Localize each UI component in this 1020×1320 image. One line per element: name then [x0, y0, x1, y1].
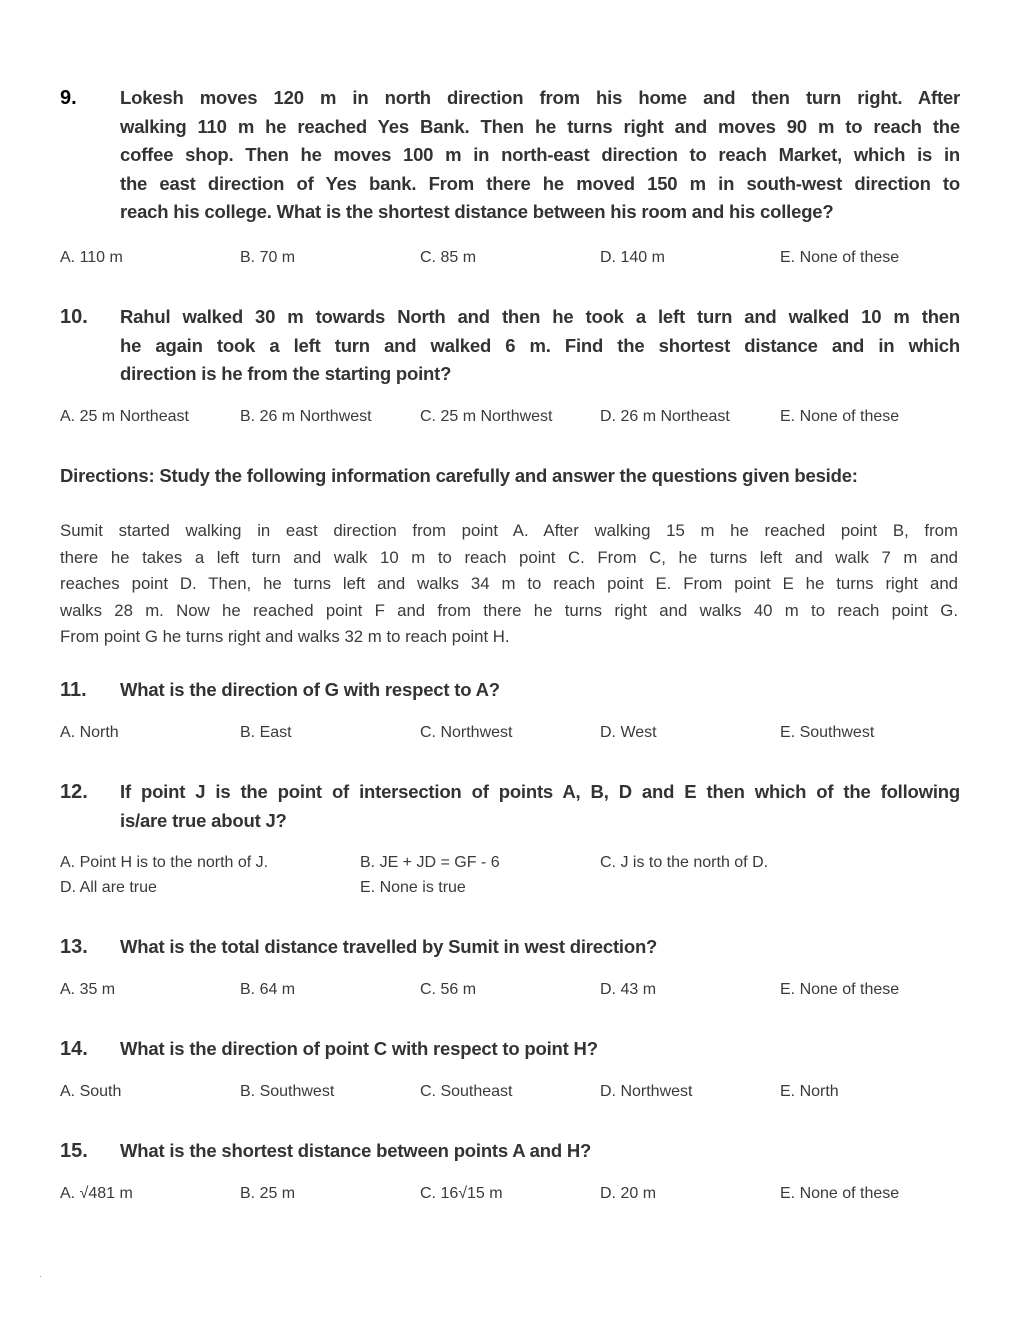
- answer-option-a: A. √481 m: [60, 1185, 133, 1202]
- question-text-line: the east direction of Yes bank. From there he moved 150 m in south-west direction to: [120, 172, 960, 194]
- question-text-line: What is the total distance travelled by Sumit in west direction?: [120, 936, 658, 957]
- answer-option-b: B. 25 m: [240, 1185, 296, 1202]
- answer-option-c: C. J is to the north of D.: [600, 854, 769, 871]
- answer-option-b: B. East: [240, 724, 292, 741]
- question-text-line: Lokesh moves 120 m in north direction from his home and then turn right. After: [120, 87, 960, 108]
- answer-option-e: E. None of these: [780, 249, 900, 266]
- question-text-line: What is the direction of G with respect to A?: [120, 679, 500, 700]
- answer-option-b: B. JE + JD = GF - 6: [360, 854, 500, 871]
- answer-option-b: B. 70 m: [240, 249, 296, 266]
- question-number: 9.: [60, 87, 77, 109]
- answer-option-c: C. 85 m: [420, 249, 477, 266]
- directions-paragraph-line: reaches point D. Then, he turns left and walks 34 m to reach point E. From point E he turns right and: [60, 574, 958, 593]
- question-text-line: What is the direction of point C with respect to point H?: [120, 1038, 598, 1059]
- answer-option-c: C. Northwest: [420, 724, 513, 741]
- answer-option-d: D. Northwest: [600, 1083, 693, 1100]
- answer-option-e: E. None of these: [780, 1185, 900, 1202]
- directions-heading: Directions: Study the following information carefully and answer the questions given beside:: [60, 465, 858, 486]
- answer-option-d: D. 43 m: [600, 981, 657, 998]
- directions-paragraph-line: there he takes a left turn and walk 10 m to reach point C. From C, he turns left and walk 7 m and: [60, 548, 958, 567]
- answer-option-e: E. None of these: [780, 981, 900, 998]
- directions-paragraph-line: From point G he turns right and walks 32 m to reach point H.: [60, 627, 510, 646]
- answer-option-e: E. North: [780, 1083, 839, 1100]
- question-number: 12.: [60, 781, 88, 803]
- directions-paragraph-line: Sumit started walking in east direction from point A. After walking 15 m he reached point B, from: [60, 521, 958, 540]
- answer-option-a: A. North: [60, 724, 119, 741]
- page-mark: [40, 1276, 41, 1277]
- answer-option-d: D. All are true: [60, 879, 157, 896]
- answer-option-d: D. 26 m Northeast: [600, 408, 730, 425]
- answer-option-a: A. 110 m: [60, 249, 123, 266]
- question-text-line: reach his college. What is the shortest distance between his room and his college?: [120, 201, 834, 222]
- question-number: 15.: [60, 1140, 88, 1162]
- answer-option-d: D. West: [600, 724, 657, 741]
- answer-option-c: C. Southeast: [420, 1083, 513, 1100]
- answer-option-c: C. 56 m: [420, 981, 477, 998]
- answer-option-d: D. 140 m: [600, 249, 665, 266]
- answer-option-d: D. 20 m: [600, 1185, 657, 1202]
- answer-option-a: A. 25 m Northeast: [60, 408, 189, 425]
- question-text-line: walking 110 m he reached Yes Bank. Then he turns right and moves 90 m to reach the: [120, 115, 960, 137]
- question-text-line: What is the shortest distance between points A and H?: [120, 1140, 592, 1161]
- answer-option-a: A. South: [60, 1083, 122, 1100]
- question-text-line: is/are true about J?: [120, 809, 287, 831]
- answer-option-e: E. None is true: [360, 879, 466, 896]
- answer-option-a: A. 35 m: [60, 981, 116, 998]
- question-number: 13.: [60, 936, 88, 958]
- directions-paragraph-line: walks 28 m. Now he reached point F and from there he turns right and walks 40 m to reach point G.: [60, 601, 958, 620]
- answer-option-c: C. 16√15 m: [420, 1185, 503, 1202]
- question-text-line: coffee shop. Then he moves 100 m in north-east direction to reach Market, which is in: [120, 144, 960, 165]
- question-text-line: direction is he from the starting point?: [120, 363, 452, 384]
- question-text-line: Rahul walked 30 m towards North and then he took a left turn and walked 10 m then: [120, 306, 960, 327]
- question-number: 11.: [60, 679, 87, 701]
- answer-option-b: B. Southwest: [240, 1083, 335, 1100]
- question-text-line: he again took a left turn and walked 6 m. Find the shortest distance and in which: [120, 334, 960, 356]
- answer-option-b: B. 64 m: [240, 981, 296, 998]
- question-text-line: If point J is the point of intersection of points A, B, D and E then which of the following: [120, 781, 960, 802]
- answer-option-a: A. Point H is to the north of J.: [60, 854, 269, 871]
- answer-option-b: B. 26 m Northwest: [240, 408, 372, 425]
- answer-option-e: E. None of these: [780, 408, 900, 425]
- question-number: 10.: [60, 306, 88, 328]
- answer-option-e: E. Southwest: [780, 724, 875, 741]
- answer-option-c: C. 25 m Northwest: [420, 408, 553, 425]
- question-number: 14.: [60, 1038, 88, 1060]
